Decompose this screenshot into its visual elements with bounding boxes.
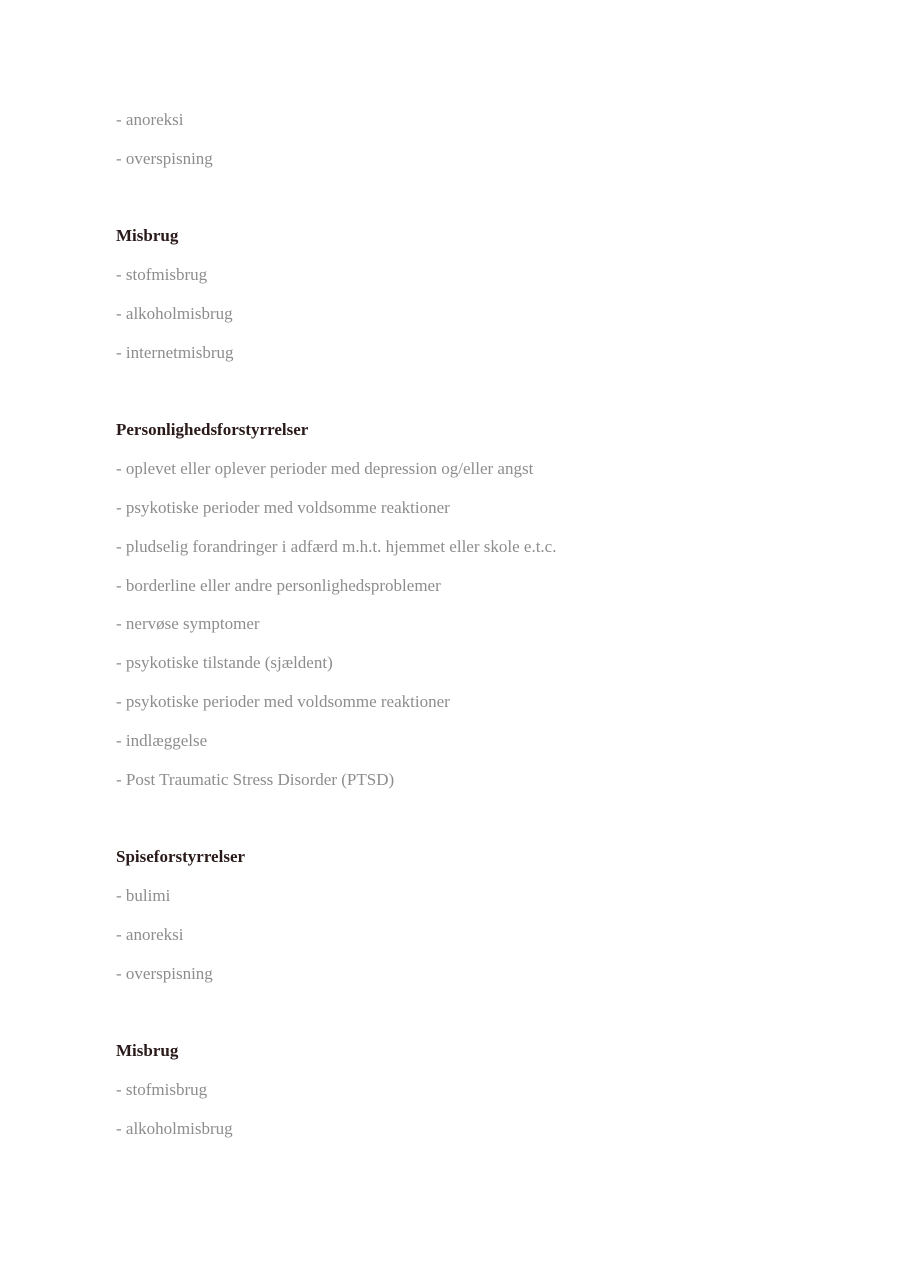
list-item: - bulimi: [116, 885, 171, 905]
section-misbrug: [116, 223, 816, 378]
list-item: - nervøse symptomer: [116, 614, 260, 634]
document-page: [116, 107, 816, 1155]
list-item: - alkoholmisbrug: [116, 1118, 233, 1138]
section-heading: Misbrug: [116, 226, 179, 246]
section-gap: [116, 379, 816, 418]
section-heading: Personlighedsforstyrrelser: [116, 420, 309, 440]
list-item: - anoreksi: [116, 110, 184, 129]
list-item: - psykotiske perioder med voldsomme reaktioner: [116, 497, 450, 517]
section-misbrug-repeat: [116, 1038, 816, 1154]
list-item: - Post Traumatic Stress Disorder (PTSD): [116, 769, 395, 789]
section-gap: [116, 999, 816, 1038]
list-item: - overspisning: [116, 963, 213, 983]
list-item: - alkoholmisbrug: [116, 303, 233, 323]
list-item: - psykotiske perioder med voldsomme reaktioner: [116, 691, 450, 711]
list-item: - psykotiske tilstande (sjældent): [116, 653, 333, 673]
section-gap: [116, 185, 816, 224]
section-eating-disorders-continued: [116, 107, 816, 185]
list-item: - anoreksi: [116, 924, 184, 944]
list-item: - indlæggelse: [116, 730, 208, 750]
section-heading: Spiseforstyrrelser: [116, 847, 246, 867]
list-item: - overspisning: [116, 148, 213, 168]
list-item: - borderline eller andre personlighedsproblemer: [116, 575, 441, 595]
section-personality-disorders: [116, 417, 816, 805]
list-item: - pludselig forandringer i adfærd m.h.t. hjemmet eller skole e.t.c.: [116, 536, 557, 556]
section-heading: Misbrug: [116, 1041, 179, 1061]
section-eating-disorders: [116, 844, 816, 999]
list-item: - internetmisbrug: [116, 342, 234, 362]
list-item: - oplevet eller oplever perioder med depression og/eller angst: [116, 459, 534, 479]
section-gap: [116, 805, 816, 844]
list-item: - stofmisbrug: [116, 1079, 208, 1099]
list-item: - stofmisbrug: [116, 265, 208, 285]
